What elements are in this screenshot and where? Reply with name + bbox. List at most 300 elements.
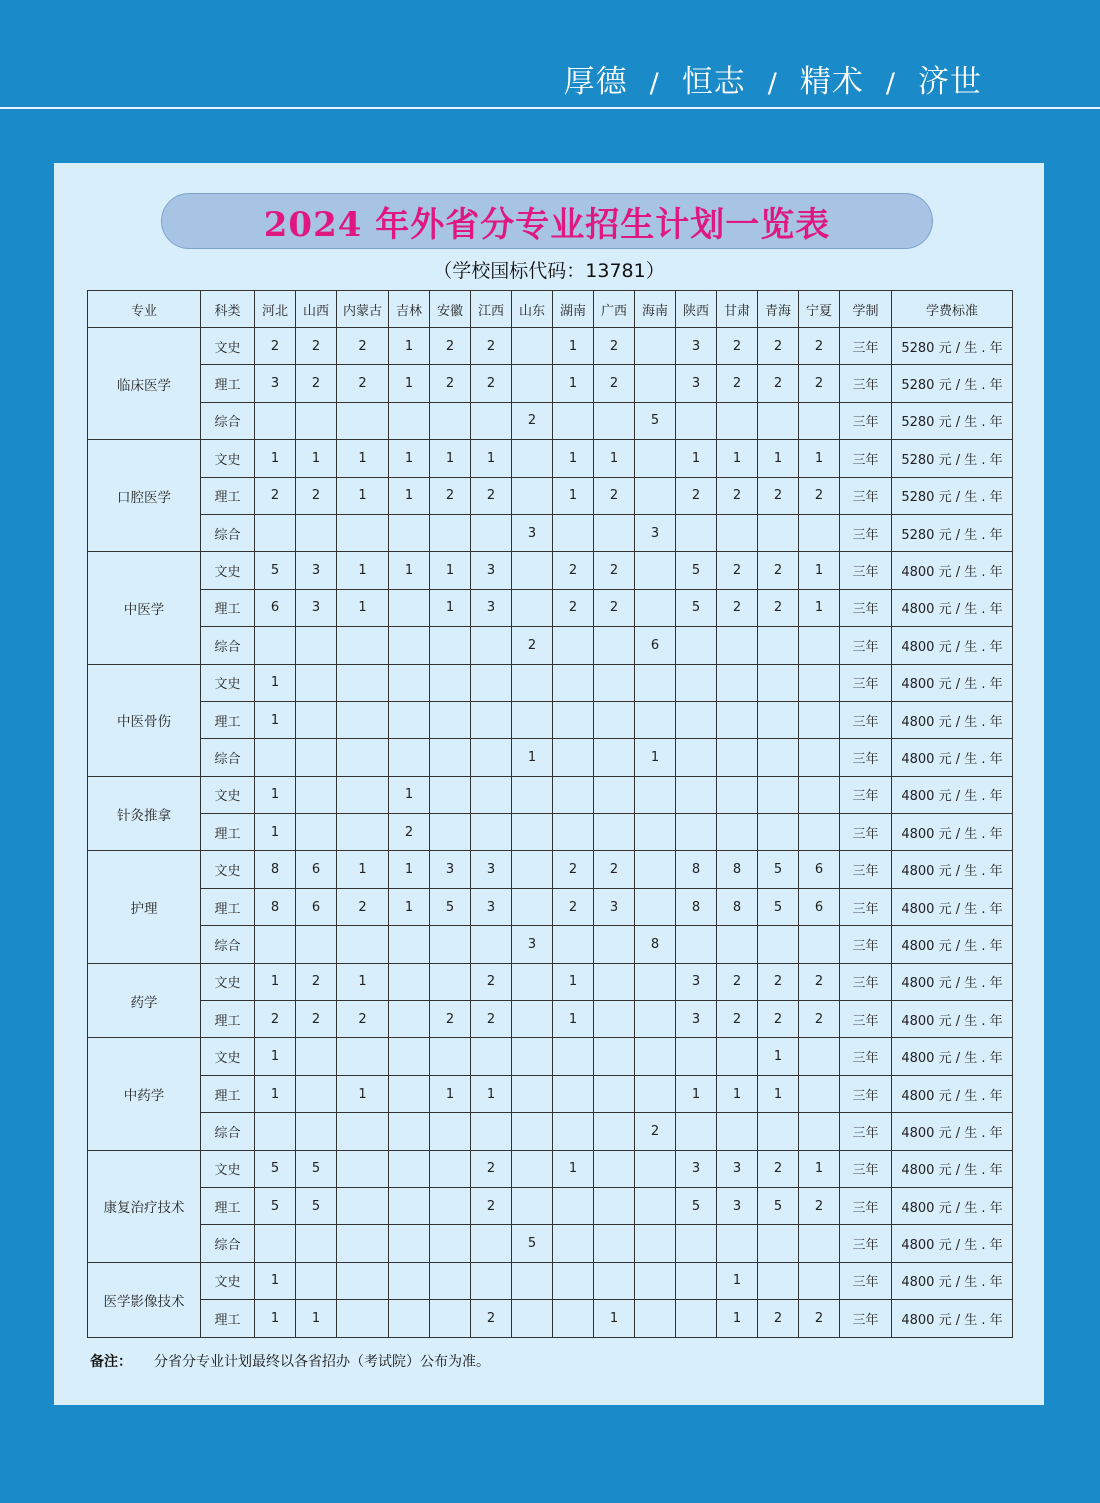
quota-cell: 2 xyxy=(799,1300,840,1337)
quota-cell: 1 xyxy=(255,701,296,738)
table-row xyxy=(88,851,1013,888)
quota-cell: 8 xyxy=(255,851,296,888)
quota-cell: 1 xyxy=(553,1001,594,1038)
column-header: 甘肃 xyxy=(717,291,758,328)
quota-cell xyxy=(799,514,840,551)
tuition-cell: 5280 元 / 生 . 年 xyxy=(892,365,1013,402)
quota-cell: 3 xyxy=(471,888,512,925)
subject-type-cell: 综合 xyxy=(201,514,255,551)
quota-cell xyxy=(717,627,758,664)
subject-type-cell: 理工 xyxy=(201,888,255,925)
quota-cell: 2 xyxy=(430,477,471,514)
quota-cell xyxy=(553,1262,594,1299)
quota-cell: 1 xyxy=(430,552,471,589)
major-cell: 药学 xyxy=(88,963,201,1038)
quota-cell xyxy=(676,402,717,439)
tuition-cell: 5280 元 / 生 . 年 xyxy=(892,402,1013,439)
quota-cell xyxy=(337,1225,389,1262)
quota-cell: 3 xyxy=(676,1001,717,1038)
quota-cell xyxy=(799,814,840,851)
footnote xyxy=(90,1351,490,1371)
quota-cell: 2 xyxy=(717,963,758,1000)
column-header: 山东 xyxy=(512,291,553,328)
duration-cell: 三年 xyxy=(840,514,892,551)
quota-cell xyxy=(337,814,389,851)
quota-cell xyxy=(594,514,635,551)
quota-cell: 2 xyxy=(553,888,594,925)
subject-type-cell: 综合 xyxy=(201,627,255,664)
quota-cell: 1 xyxy=(389,440,430,477)
quota-cell: 8 xyxy=(635,926,676,963)
quota-cell xyxy=(799,926,840,963)
quota-cell: 3 xyxy=(512,926,553,963)
quota-cell: 1 xyxy=(337,963,389,1000)
quota-cell: 2 xyxy=(799,365,840,402)
quota-cell: 2 xyxy=(758,477,799,514)
quota-cell xyxy=(430,701,471,738)
duration-cell: 三年 xyxy=(840,589,892,626)
quota-cell xyxy=(389,739,430,776)
quota-cell: 1 xyxy=(337,589,389,626)
quota-cell: 1 xyxy=(553,1150,594,1187)
tuition-cell: 5280 元 / 生 . 年 xyxy=(892,440,1013,477)
table-row xyxy=(88,926,1013,963)
major-cell: 针灸推拿 xyxy=(88,776,201,851)
quota-cell: 2 xyxy=(594,365,635,402)
quota-cell: 2 xyxy=(471,1150,512,1187)
duration-cell: 三年 xyxy=(840,888,892,925)
quota-cell: 2 xyxy=(799,963,840,1000)
quota-cell: 1 xyxy=(676,1075,717,1112)
quota-cell xyxy=(255,739,296,776)
quota-cell xyxy=(594,776,635,813)
quota-cell xyxy=(676,814,717,851)
quota-cell xyxy=(430,514,471,551)
quota-cell: 1 xyxy=(799,589,840,626)
quota-cell xyxy=(717,664,758,701)
tuition-cell: 4800 元 / 生 . 年 xyxy=(892,1075,1013,1112)
quota-cell: 2 xyxy=(799,477,840,514)
quota-cell xyxy=(594,1001,635,1038)
quota-cell: 3 xyxy=(717,1187,758,1224)
quota-cell xyxy=(676,1225,717,1262)
duration-cell: 三年 xyxy=(840,776,892,813)
quota-cell xyxy=(553,1075,594,1112)
quota-cell xyxy=(635,1225,676,1262)
quota-cell xyxy=(296,701,337,738)
quota-cell: 1 xyxy=(255,963,296,1000)
quota-cell xyxy=(430,1038,471,1075)
quota-cell xyxy=(717,1038,758,1075)
quota-cell: 6 xyxy=(255,589,296,626)
quota-cell xyxy=(430,1187,471,1224)
duration-cell: 三年 xyxy=(840,1262,892,1299)
quota-cell: 1 xyxy=(430,1075,471,1112)
quota-cell xyxy=(758,1113,799,1150)
quota-cell xyxy=(296,776,337,813)
quota-cell: 2 xyxy=(471,1001,512,1038)
quota-cell xyxy=(635,440,676,477)
quota-cell: 1 xyxy=(471,1075,512,1112)
quota-cell xyxy=(635,776,676,813)
tuition-cell: 4800 元 / 生 . 年 xyxy=(892,776,1013,813)
quota-cell xyxy=(594,963,635,1000)
column-header: 湖南 xyxy=(553,291,594,328)
quota-cell: 2 xyxy=(758,1300,799,1337)
duration-cell: 三年 xyxy=(840,1038,892,1075)
quota-cell: 2 xyxy=(430,328,471,365)
quota-cell xyxy=(512,328,553,365)
quota-cell: 1 xyxy=(799,552,840,589)
footnote-text: 分省分专业计划最终以各省招办（考试院）公布为准。 xyxy=(154,1354,490,1370)
quota-cell: 5 xyxy=(758,851,799,888)
quota-cell: 2 xyxy=(758,328,799,365)
duration-cell: 三年 xyxy=(840,1150,892,1187)
quota-cell xyxy=(389,1300,430,1337)
column-header: 内蒙古 xyxy=(337,291,389,328)
quota-cell xyxy=(389,963,430,1000)
quota-cell: 6 xyxy=(635,627,676,664)
quota-cell: 5 xyxy=(512,1225,553,1262)
quota-cell xyxy=(553,1038,594,1075)
quota-cell xyxy=(717,514,758,551)
quota-cell: 2 xyxy=(296,328,337,365)
duration-cell: 三年 xyxy=(840,402,892,439)
quota-cell: 1 xyxy=(635,739,676,776)
quota-cell xyxy=(553,701,594,738)
tuition-cell: 4800 元 / 生 . 年 xyxy=(892,739,1013,776)
quota-cell xyxy=(717,1113,758,1150)
quota-cell xyxy=(430,1262,471,1299)
quota-cell xyxy=(255,926,296,963)
quota-cell xyxy=(389,1038,430,1075)
duration-cell: 三年 xyxy=(840,477,892,514)
quota-cell: 2 xyxy=(296,1001,337,1038)
quota-cell: 1 xyxy=(553,963,594,1000)
duration-cell: 三年 xyxy=(840,1075,892,1112)
quota-cell: 5 xyxy=(255,1150,296,1187)
quota-cell xyxy=(799,776,840,813)
subject-type-cell: 综合 xyxy=(201,1225,255,1262)
quota-cell xyxy=(430,776,471,813)
quota-cell xyxy=(296,664,337,701)
quota-cell: 2 xyxy=(758,1150,799,1187)
quota-cell xyxy=(717,402,758,439)
quota-cell xyxy=(758,514,799,551)
quota-cell xyxy=(337,1038,389,1075)
tuition-cell: 5280 元 / 生 . 年 xyxy=(892,328,1013,365)
quota-cell: 2 xyxy=(635,1113,676,1150)
quota-cell xyxy=(594,814,635,851)
subject-type-cell: 文史 xyxy=(201,963,255,1000)
quota-cell xyxy=(676,1300,717,1337)
quota-cell xyxy=(799,1075,840,1112)
quota-cell: 2 xyxy=(471,477,512,514)
quota-cell: 1 xyxy=(430,589,471,626)
quota-cell xyxy=(553,1300,594,1337)
quota-cell xyxy=(676,1038,717,1075)
subject-type-cell: 文史 xyxy=(201,776,255,813)
table-row xyxy=(88,963,1013,1000)
quota-cell xyxy=(389,664,430,701)
quota-cell xyxy=(553,926,594,963)
quota-cell xyxy=(553,1187,594,1224)
column-header: 陕西 xyxy=(676,291,717,328)
major-cell: 护理 xyxy=(88,851,201,963)
quota-cell xyxy=(799,1038,840,1075)
table-row xyxy=(88,888,1013,925)
quota-cell xyxy=(553,1225,594,1262)
quota-cell xyxy=(758,776,799,813)
quota-cell xyxy=(635,851,676,888)
quota-cell xyxy=(676,1113,717,1150)
quota-cell xyxy=(799,1113,840,1150)
tuition-cell: 5280 元 / 生 . 年 xyxy=(892,514,1013,551)
table-row xyxy=(88,664,1013,701)
duration-cell: 三年 xyxy=(840,664,892,701)
quota-cell: 3 xyxy=(676,365,717,402)
column-header: 河北 xyxy=(255,291,296,328)
quota-cell xyxy=(337,514,389,551)
tuition-cell: 4800 元 / 生 . 年 xyxy=(892,1113,1013,1150)
tuition-cell: 4800 元 / 生 . 年 xyxy=(892,589,1013,626)
quota-cell: 2 xyxy=(471,365,512,402)
quota-cell: 1 xyxy=(758,1038,799,1075)
quota-cell: 1 xyxy=(717,1300,758,1337)
table-row xyxy=(88,776,1013,813)
quota-cell xyxy=(389,1262,430,1299)
major-cell: 康复治疗技术 xyxy=(88,1150,201,1262)
quota-cell xyxy=(594,1150,635,1187)
quota-cell xyxy=(255,514,296,551)
quota-cell xyxy=(676,664,717,701)
quota-cell: 3 xyxy=(676,1150,717,1187)
column-header: 宁夏 xyxy=(799,291,840,328)
tuition-cell: 4800 元 / 生 . 年 xyxy=(892,888,1013,925)
subject-type-cell: 文史 xyxy=(201,1150,255,1187)
quota-cell: 1 xyxy=(389,888,430,925)
quota-cell xyxy=(471,1038,512,1075)
quota-cell xyxy=(471,627,512,664)
quota-cell: 1 xyxy=(255,776,296,813)
quota-cell xyxy=(430,739,471,776)
quota-cell xyxy=(512,1001,553,1038)
duration-cell: 三年 xyxy=(840,1187,892,1224)
quota-cell: 1 xyxy=(337,851,389,888)
quota-cell xyxy=(389,1113,430,1150)
quota-cell xyxy=(255,1225,296,1262)
quota-cell xyxy=(758,627,799,664)
quota-cell xyxy=(512,365,553,402)
tuition-cell: 4800 元 / 生 . 年 xyxy=(892,1300,1013,1337)
column-header: 广西 xyxy=(594,291,635,328)
quota-cell xyxy=(553,402,594,439)
quota-cell: 2 xyxy=(471,328,512,365)
subject-type-cell: 理工 xyxy=(201,1075,255,1112)
quota-cell xyxy=(512,1113,553,1150)
quota-cell xyxy=(471,1262,512,1299)
quota-cell: 2 xyxy=(296,963,337,1000)
quota-cell xyxy=(635,664,676,701)
quota-cell xyxy=(296,739,337,776)
quota-cell: 5 xyxy=(255,1187,296,1224)
quota-cell xyxy=(296,1225,337,1262)
duration-cell: 三年 xyxy=(840,963,892,1000)
quota-cell xyxy=(337,1187,389,1224)
quota-cell xyxy=(255,627,296,664)
quota-cell: 2 xyxy=(717,365,758,402)
quota-cell: 5 xyxy=(676,552,717,589)
duration-cell: 三年 xyxy=(840,701,892,738)
quota-cell xyxy=(758,402,799,439)
quota-cell xyxy=(337,402,389,439)
quota-cell xyxy=(799,1262,840,1299)
quota-cell xyxy=(337,776,389,813)
quota-cell xyxy=(337,1150,389,1187)
column-header: 学制 xyxy=(840,291,892,328)
quota-cell: 2 xyxy=(594,851,635,888)
enrollment-plan-table xyxy=(87,290,1013,1338)
quota-cell: 2 xyxy=(758,589,799,626)
quota-cell xyxy=(553,739,594,776)
quota-cell: 2 xyxy=(717,589,758,626)
quota-cell xyxy=(758,814,799,851)
quota-cell xyxy=(471,514,512,551)
motto-separator: / xyxy=(885,68,896,99)
quota-cell: 2 xyxy=(799,1187,840,1224)
subject-type-cell: 综合 xyxy=(201,926,255,963)
quota-cell: 2 xyxy=(594,477,635,514)
quota-cell: 6 xyxy=(296,888,337,925)
header-divider xyxy=(0,107,1100,109)
quota-cell xyxy=(676,701,717,738)
quota-cell xyxy=(553,627,594,664)
subject-type-cell: 综合 xyxy=(201,739,255,776)
quota-cell xyxy=(635,1187,676,1224)
table-row xyxy=(88,1113,1013,1150)
duration-cell: 三年 xyxy=(840,1001,892,1038)
quota-cell xyxy=(594,1038,635,1075)
quota-cell: 2 xyxy=(471,1187,512,1224)
quota-cell xyxy=(717,701,758,738)
quota-cell xyxy=(594,402,635,439)
quota-cell: 5 xyxy=(296,1150,337,1187)
quota-cell xyxy=(430,1113,471,1150)
quota-cell xyxy=(471,1113,512,1150)
page-title: 2024 年外省分专业招生计划一览表 xyxy=(263,204,831,245)
quota-cell: 6 xyxy=(799,888,840,925)
quota-cell: 2 xyxy=(471,963,512,1000)
table-row xyxy=(88,739,1013,776)
quota-cell xyxy=(594,1113,635,1150)
motto-word: 济世 xyxy=(918,64,982,100)
table-row xyxy=(88,1038,1013,1075)
table-row xyxy=(88,440,1013,477)
major-cell: 中药学 xyxy=(88,1038,201,1150)
quota-cell: 1 xyxy=(594,440,635,477)
quota-cell xyxy=(337,701,389,738)
quota-cell xyxy=(635,1262,676,1299)
quota-cell xyxy=(594,664,635,701)
quota-cell: 2 xyxy=(512,402,553,439)
quota-cell: 5 xyxy=(635,402,676,439)
tuition-cell: 4800 元 / 生 . 年 xyxy=(892,701,1013,738)
quota-cell: 1 xyxy=(758,440,799,477)
duration-cell: 三年 xyxy=(840,552,892,589)
quota-cell: 5 xyxy=(430,888,471,925)
quota-cell: 3 xyxy=(676,328,717,365)
subject-type-cell: 文史 xyxy=(201,328,255,365)
quota-cell: 2 xyxy=(758,1001,799,1038)
duration-cell: 三年 xyxy=(840,1300,892,1337)
quota-cell: 2 xyxy=(594,552,635,589)
quota-cell: 8 xyxy=(717,851,758,888)
quota-cell: 5 xyxy=(758,888,799,925)
quota-cell xyxy=(389,701,430,738)
quota-cell xyxy=(255,402,296,439)
quota-cell xyxy=(635,701,676,738)
quota-cell xyxy=(389,514,430,551)
quota-cell xyxy=(471,814,512,851)
quota-cell: 1 xyxy=(337,440,389,477)
quota-cell xyxy=(635,888,676,925)
duration-cell: 三年 xyxy=(840,328,892,365)
quota-cell: 3 xyxy=(471,589,512,626)
quota-cell xyxy=(471,926,512,963)
quota-cell xyxy=(337,739,389,776)
quota-cell: 2 xyxy=(430,1001,471,1038)
quota-cell: 2 xyxy=(512,627,553,664)
column-header: 安徽 xyxy=(430,291,471,328)
quota-cell xyxy=(758,664,799,701)
column-header: 山西 xyxy=(296,291,337,328)
quota-cell: 2 xyxy=(255,328,296,365)
quota-cell: 2 xyxy=(758,963,799,1000)
quota-cell: 2 xyxy=(717,1001,758,1038)
duration-cell: 三年 xyxy=(840,1225,892,1262)
quota-cell xyxy=(389,1001,430,1038)
column-header: 江西 xyxy=(471,291,512,328)
quota-cell: 1 xyxy=(389,328,430,365)
quota-cell: 5 xyxy=(255,552,296,589)
quota-cell: 1 xyxy=(717,1262,758,1299)
quota-cell xyxy=(717,776,758,813)
quota-cell xyxy=(635,552,676,589)
quota-cell xyxy=(635,589,676,626)
motto-word: 厚德 xyxy=(563,64,628,100)
quota-cell xyxy=(553,664,594,701)
table-row xyxy=(88,814,1013,851)
quota-cell xyxy=(594,701,635,738)
title-banner xyxy=(161,193,933,249)
duration-cell: 三年 xyxy=(840,627,892,664)
quota-cell xyxy=(512,1038,553,1075)
quota-cell: 3 xyxy=(255,365,296,402)
quota-cell xyxy=(296,1075,337,1112)
subject-type-cell: 理工 xyxy=(201,365,255,402)
quota-cell xyxy=(758,926,799,963)
quota-cell xyxy=(799,402,840,439)
tuition-cell: 4800 元 / 生 . 年 xyxy=(892,627,1013,664)
quota-cell xyxy=(430,963,471,1000)
quota-cell xyxy=(512,1187,553,1224)
quota-cell xyxy=(430,627,471,664)
quota-cell: 1 xyxy=(471,440,512,477)
duration-cell: 三年 xyxy=(840,814,892,851)
quota-cell xyxy=(594,926,635,963)
quota-cell: 1 xyxy=(553,440,594,477)
quota-cell xyxy=(512,701,553,738)
